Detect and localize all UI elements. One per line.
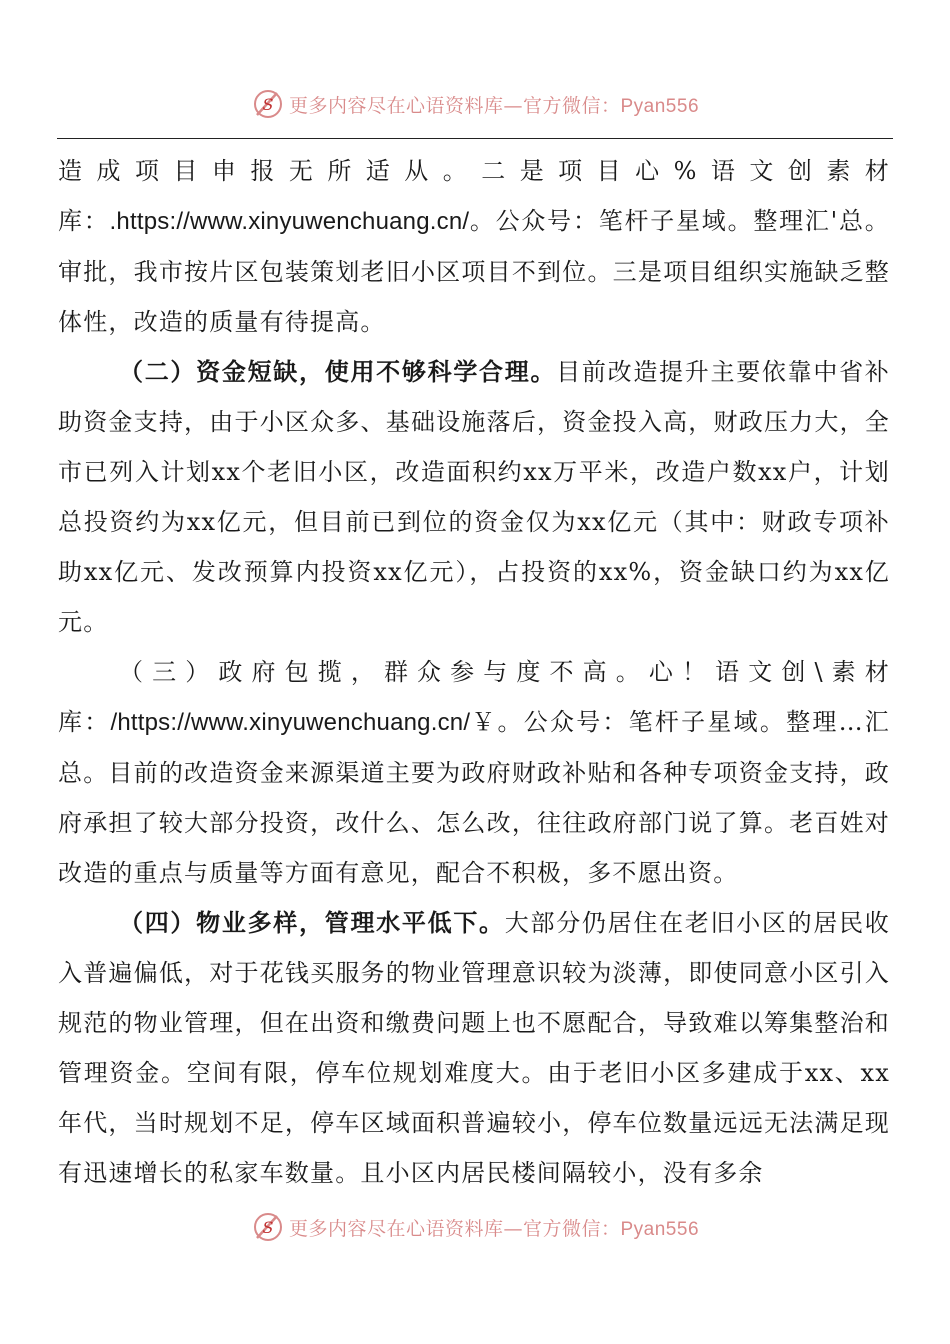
paragraph-4	[58, 898, 890, 1198]
p4-body: 大部分仍居住在老旧小区的居民收入普遍偏低，对于花钱买服务的物业管理意识较为淡薄，即使同意小区引入规范的物业管理，但在出资和缴费问题上也不愿配合，导致难以筹集整治和管理资金。空间有限，停车位规划难度大。由于老旧小区多建成于xx、xx年代，当时规划不足，停车区域面积普遍较小，停车位数量远远无法满足现有迅速增长的私家车数量。且小区内居民楼间隔较小，没有多余	[58, 909, 891, 1187]
p2-body: 目前改造提升主要依靠中省补助资金支持，由于小区众多、基础设施落后，资金投入高，财政压力大，全市已列入计划xx个老旧小区，改造面积约xx万平米，改造户数xx户，计划总投资约为xx亿元，但目前已到位的资金仅为xx亿元（其中：财政专项补助xx亿元、发改预算内投资xx亿元），占投资的xx%，资金缺口约为xx亿元。	[58, 358, 890, 636]
p3-text-a: （三）政府包揽，群众参与度不高。心！语文创\素材库：	[58, 658, 890, 736]
p1-url: .https://www.xinyuwenchuang.cn/	[109, 208, 470, 235]
paragraph-2	[58, 347, 890, 647]
p4-heading: （四）物业多样，管理水平低下。	[119, 908, 505, 937]
paragraph-1	[58, 146, 890, 347]
logo-icon	[251, 87, 285, 121]
document-body	[58, 146, 890, 1198]
banner-text	[289, 1214, 699, 1241]
p3-text-b: ￥。公众号：笔杆子星域。整理…汇总。目前的改造资金来源渠道主要为政府财政补贴和各种专项资金支持，政府承担了较大部分投资，改什么、怎么改，往往政府部门说了算。老百姓对改造的重点与质量等方面有意见，配合不积极，多不愿出资。	[58, 708, 891, 887]
logo-letter: S	[262, 95, 274, 114]
logo-letter: S	[262, 1218, 274, 1237]
wechat-id: Pyan556	[620, 1218, 700, 1240]
banner-label: 更多内容尽在心语资料库—官方微信：	[288, 94, 621, 117]
wechat-id: Pyan556	[620, 95, 700, 117]
banner-label: 更多内容尽在心语资料库—官方微信：	[288, 1217, 621, 1240]
p1-text-a: 造成项目申报无所适从。二是项目心%语文创素材库：	[58, 157, 890, 235]
p2-heading: （二）资金短缺，使用不够科学合理。	[119, 357, 557, 386]
p3-url: /https://www.xinyuwenchuang.cn/	[110, 709, 471, 736]
logo-icon	[251, 1210, 285, 1244]
p1-text-b: 。公众号：笔杆子星域。整理汇'总。审批，我市按片区包装策划老旧小区项目不到位。三是项目组织实施缺乏整体性，改造的质量有待提高。	[58, 207, 890, 336]
banner-text	[289, 91, 699, 118]
page-header-banner	[0, 84, 950, 124]
page-footer-banner	[0, 1207, 950, 1247]
paragraph-3	[58, 647, 890, 898]
header-divider	[57, 138, 893, 139]
